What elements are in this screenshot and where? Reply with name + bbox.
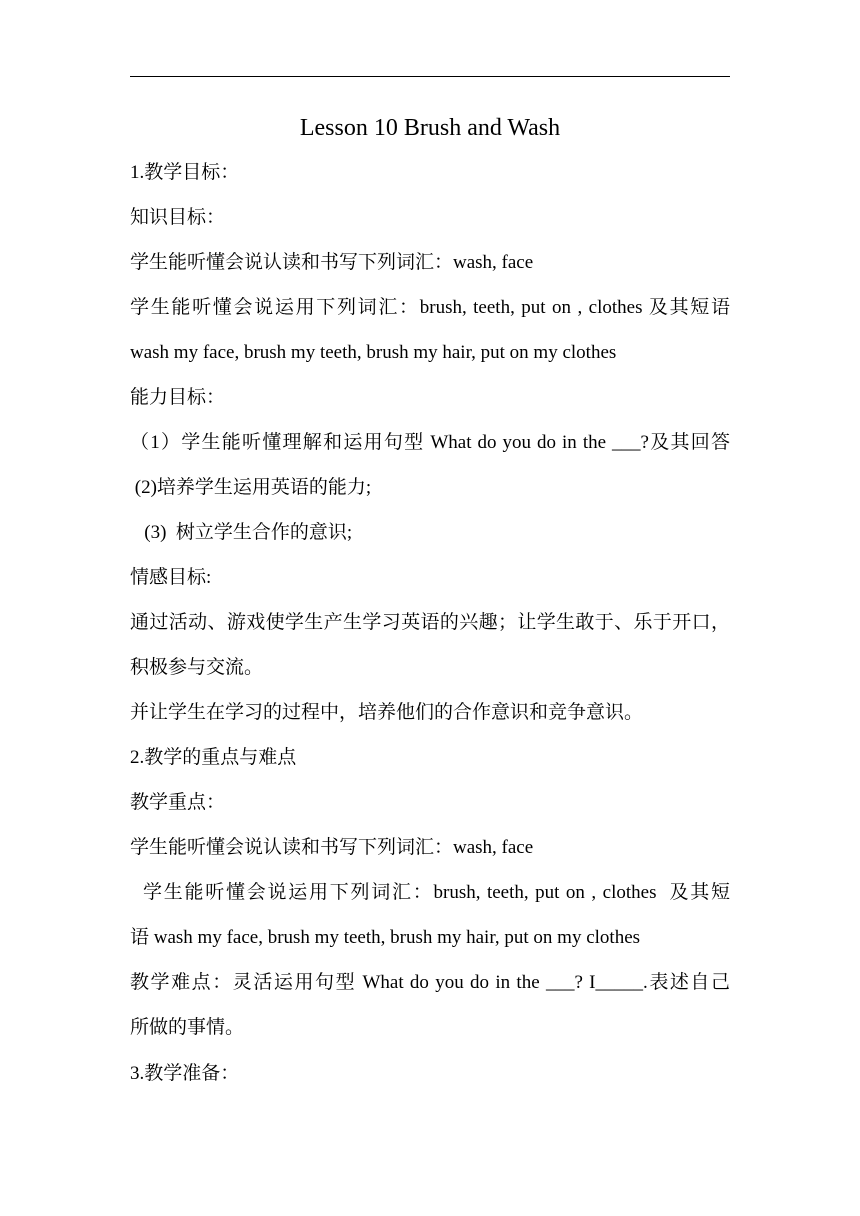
text-line: (2)培养学生运用英语的能力;: [130, 477, 372, 498]
text-line: 所做的事情。: [130, 1017, 245, 1038]
subheading-ability: 能力目标：: [130, 387, 226, 408]
text-line: 学生能听懂会说认读和书写下列词汇：wash, face: [130, 837, 534, 858]
text-line: 并让学生在学习的过程中，培养他们的合作意识和竞争意识。: [130, 702, 644, 723]
section-heading-preparation: 3.教学准备：: [130, 1063, 240, 1084]
subheading-key-points: 教学重点：: [130, 792, 226, 813]
text-line: 通过活动、游戏使学生产生学习英语的兴趣；让学生敢于、乐于开口，: [130, 612, 730, 633]
text-line: wash my face, brush my teeth, brush my hair, put on my clothes: [130, 342, 617, 363]
section-heading-objectives: 1.教学目标：: [130, 162, 240, 183]
header-rule: [130, 76, 730, 77]
subheading-emotion: 情感目标:: [130, 567, 212, 588]
section-heading-key-points: 2.教学的重点与难点: [130, 747, 297, 768]
text-line: （1）学生能听懂理解和运用句型 What do you do in the ___?及其回答: [130, 432, 730, 453]
text-line: 语 wash my face, brush my teeth, brush my hair, put on my clothes: [130, 927, 641, 948]
document-title: Lesson 10 Brush and Wash: [299, 115, 561, 141]
subheading-knowledge: 知识目标：: [130, 207, 226, 228]
text-line: 学生能听懂会说运用下列词汇：brush, teeth, put on , clothes 及其短语: [130, 297, 730, 318]
text-line: 积极参与交流。: [130, 657, 264, 678]
text-line: (3) 树立学生合作的意识;: [130, 522, 353, 543]
text-line: 教学难点：灵活运用句型 What do you do in the ___? I_____.表述自己: [130, 972, 730, 993]
text-line: 学生能听懂会说运用下列词汇：brush, teeth, put on , clothes 及其短: [130, 882, 730, 903]
text-line: 学生能听懂会说认读和书写下列词汇：wash, face: [130, 252, 534, 273]
